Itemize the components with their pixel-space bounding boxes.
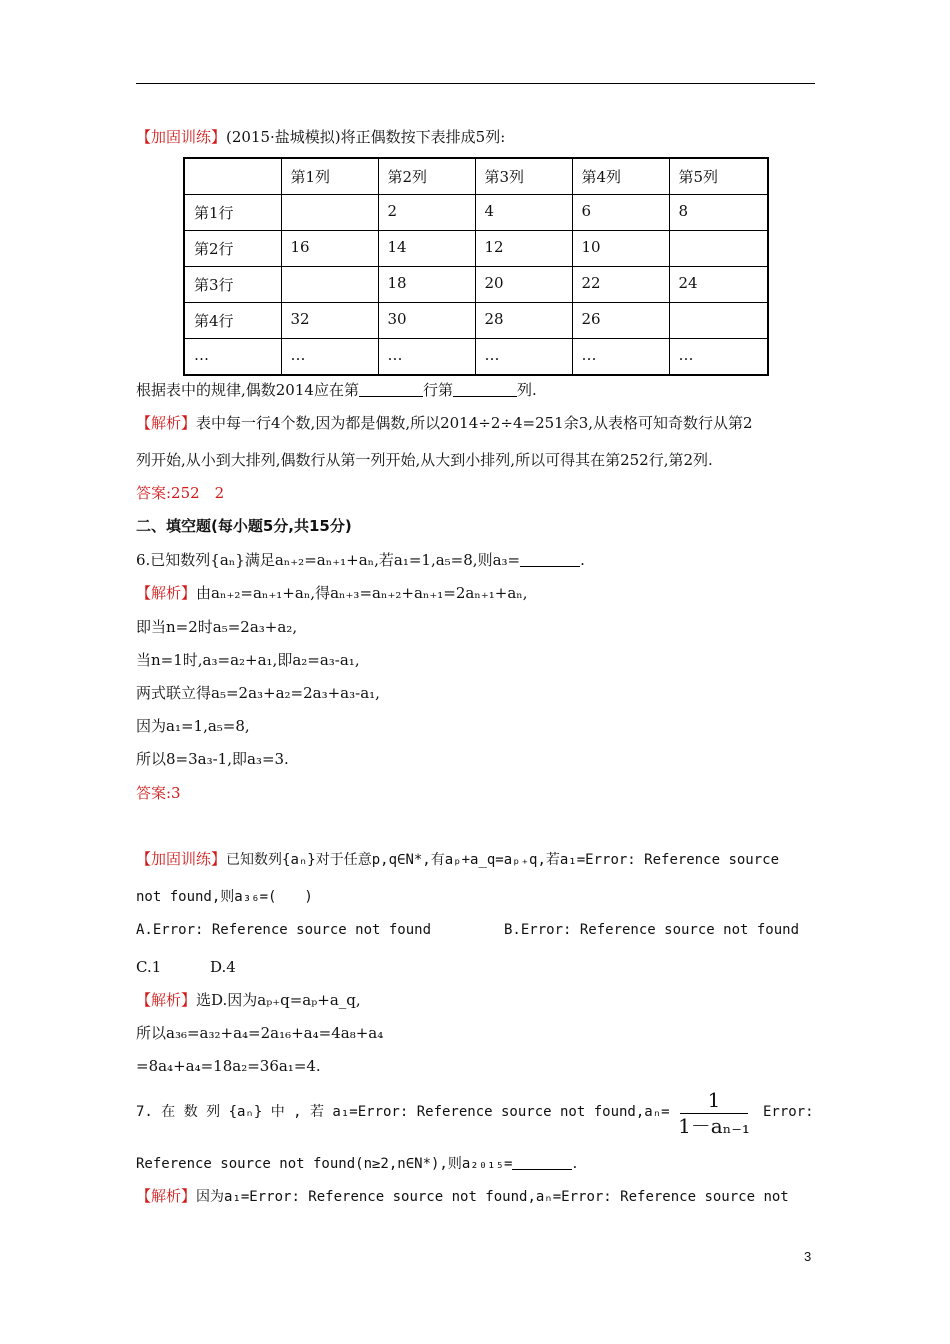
table-cell xyxy=(669,303,768,339)
question-7-text: Reference source not found(n≥2,n∈N*),则a₂₀₁₅= xyxy=(136,1156,513,1172)
table-cell: 12 xyxy=(475,231,572,267)
table-cell: 第1列 xyxy=(281,158,378,195)
section-title: 二、填空题(每小题5分,共15分) xyxy=(136,517,352,535)
analysis-tag: 【解析】 xyxy=(136,584,197,602)
table-cell: 26 xyxy=(572,303,669,339)
option-a: A.Error: Reference source not found xyxy=(136,922,432,938)
analysis-t2-line-1 xyxy=(136,990,361,1010)
table-row xyxy=(184,231,768,267)
option-b: B.Error: Reference source not found xyxy=(504,922,800,938)
question-6-end: . xyxy=(580,551,585,569)
even-number-table xyxy=(183,157,769,376)
question-1-post: 列. xyxy=(516,381,537,399)
answer-blank xyxy=(520,552,580,567)
question-7-line-2 xyxy=(136,1153,577,1174)
table-cell: 第2行 xyxy=(184,231,281,267)
question-1 xyxy=(136,380,537,400)
analysis-text: 表中每一行4个数,因为都是偶数,所以2014÷2÷4=251余3,从表格可知奇数行从第2 xyxy=(196,414,753,432)
table-cell: 18 xyxy=(378,267,475,303)
table-cell: 4 xyxy=(475,195,572,231)
table-row xyxy=(184,303,768,339)
table-row xyxy=(184,339,768,376)
header-rule xyxy=(136,83,815,84)
analysis-6-line-5: 因为a₁=1,a₅=8, xyxy=(136,717,250,735)
answer-blank xyxy=(359,382,423,397)
option-c: C.1 xyxy=(136,958,162,976)
table-cell: 第4列 xyxy=(572,158,669,195)
answer-blank xyxy=(453,382,517,397)
table-cell: 16 xyxy=(281,231,378,267)
page-number: 3 xyxy=(804,1249,812,1264)
table-cell: 22 xyxy=(572,267,669,303)
table-cell: 第4行 xyxy=(184,303,281,339)
analysis-text: 选D.因为aₚ₊q=aₚ+a_q, xyxy=(196,991,361,1009)
table-cell: 第5列 xyxy=(669,158,768,195)
answer-1: 答案:252 2 xyxy=(136,484,225,502)
analysis-6-line-6: 所以8=3a₃-1,即a₃=3. xyxy=(136,750,289,768)
table-cell: 第2列 xyxy=(378,158,475,195)
table-cell xyxy=(281,195,378,231)
table-cell: … xyxy=(184,339,281,376)
table-cell: 第3行 xyxy=(184,267,281,303)
analysis-6-line-3: 当n=1时,a₃=a₂+a₁,即a₂=a₃-a₁, xyxy=(136,651,360,669)
analysis-1-line-2: 列开始,从小到大排列,偶数行从第一列开始,从大到小排列,所以可得其在第252行,第2列. xyxy=(136,451,713,469)
table-cell: 20 xyxy=(475,267,572,303)
table-cell: 6 xyxy=(572,195,669,231)
table-cell: 第1行 xyxy=(184,195,281,231)
table-cell: 30 xyxy=(378,303,475,339)
analysis-tag: 【解析】 xyxy=(136,991,197,1009)
table-cell xyxy=(669,231,768,267)
question-1-pre: 根据表中的规律,偶数2014应在第 xyxy=(136,381,359,399)
analysis-text: 因为a₁=Error: Reference source not found,aₙ=Error: Reference source not xyxy=(196,1189,789,1205)
training-1-line xyxy=(136,127,505,147)
analysis-6-line-4: 两式联立得a₅=2a₃+a₂=2a₃+a₃-a₁, xyxy=(136,684,380,702)
fraction xyxy=(676,1088,752,1138)
table-cell: … xyxy=(378,339,475,376)
table-cell: 28 xyxy=(475,303,572,339)
analysis-tag: 【解析】 xyxy=(136,1187,197,1205)
analysis-text: 由aₙ₊₂=aₙ₊₁+aₙ,得aₙ₊₃=aₙ₊₂+aₙ₊₁=2aₙ₊₁+aₙ, xyxy=(196,584,528,602)
option-d: D.4 xyxy=(210,958,236,976)
table-cell: 2 xyxy=(378,195,475,231)
training-tag: 【加固训练】 xyxy=(136,128,227,146)
question-7-line-1: 7. 在 数 列 {aₙ} 中 , 若 a₁=Error: Reference source not found,aₙ= xyxy=(136,1104,670,1120)
answer-6: 答案:3 xyxy=(136,784,181,802)
analysis-t2-line-2: 所以a₃₆=a₃₂+a₄=2a₁₆+a₄=4a₈+a₄ xyxy=(136,1024,384,1042)
table-row xyxy=(184,267,768,303)
analysis-1-line-1 xyxy=(136,413,753,433)
fraction-numerator: 1 xyxy=(707,1088,721,1112)
table-cell: 10 xyxy=(572,231,669,267)
table-row xyxy=(184,195,768,231)
table-header-row xyxy=(184,158,768,195)
table-cell: … xyxy=(669,339,768,376)
training-text: 已知数列{aₙ}对于任意p,q∈N*,有aₚ+a_q=aₚ₊q,若a₁=Error: Reference source xyxy=(226,852,780,868)
table-cell: … xyxy=(572,339,669,376)
analysis-t2-line-3: =8a₄+a₄=18a₂=36a₁=4. xyxy=(136,1057,321,1075)
table-cell: 32 xyxy=(281,303,378,339)
training-2-line-2: not found,则a₃₆=( ) xyxy=(136,889,313,905)
table-cell: 14 xyxy=(378,231,475,267)
table-cell xyxy=(184,158,281,195)
question-6-stem: 6.已知数列{aₙ}满足aₙ₊₂=aₙ₊₁+aₙ,若a₁=1,a₅=8,则a₃= xyxy=(136,551,521,569)
table-cell: … xyxy=(281,339,378,376)
analysis-7-line-1 xyxy=(136,1186,789,1207)
answer-blank xyxy=(512,1155,572,1170)
table-cell: 8 xyxy=(669,195,768,231)
question-1-mid: 行第 xyxy=(422,381,453,399)
analysis-6-line-2: 即当n=2时a₅=2a₃+a₂, xyxy=(136,618,298,636)
table-cell xyxy=(281,267,378,303)
table-cell: … xyxy=(475,339,572,376)
training-tag: 【加固训练】 xyxy=(136,850,227,868)
question-6 xyxy=(136,550,585,570)
fraction-denominator: 1－aₙ₋₁ xyxy=(678,1114,750,1138)
question-7-line-1-end: Error: xyxy=(763,1104,814,1120)
training-text: (2015·盐城模拟)将正偶数按下表排成5列: xyxy=(226,128,506,146)
analysis-6-line-1 xyxy=(136,583,528,603)
analysis-tag: 【解析】 xyxy=(136,414,197,432)
training-2-line-1 xyxy=(136,849,779,870)
table-cell: 24 xyxy=(669,267,768,303)
question-7-end: . xyxy=(572,1154,578,1172)
table-cell: 第3列 xyxy=(475,158,572,195)
